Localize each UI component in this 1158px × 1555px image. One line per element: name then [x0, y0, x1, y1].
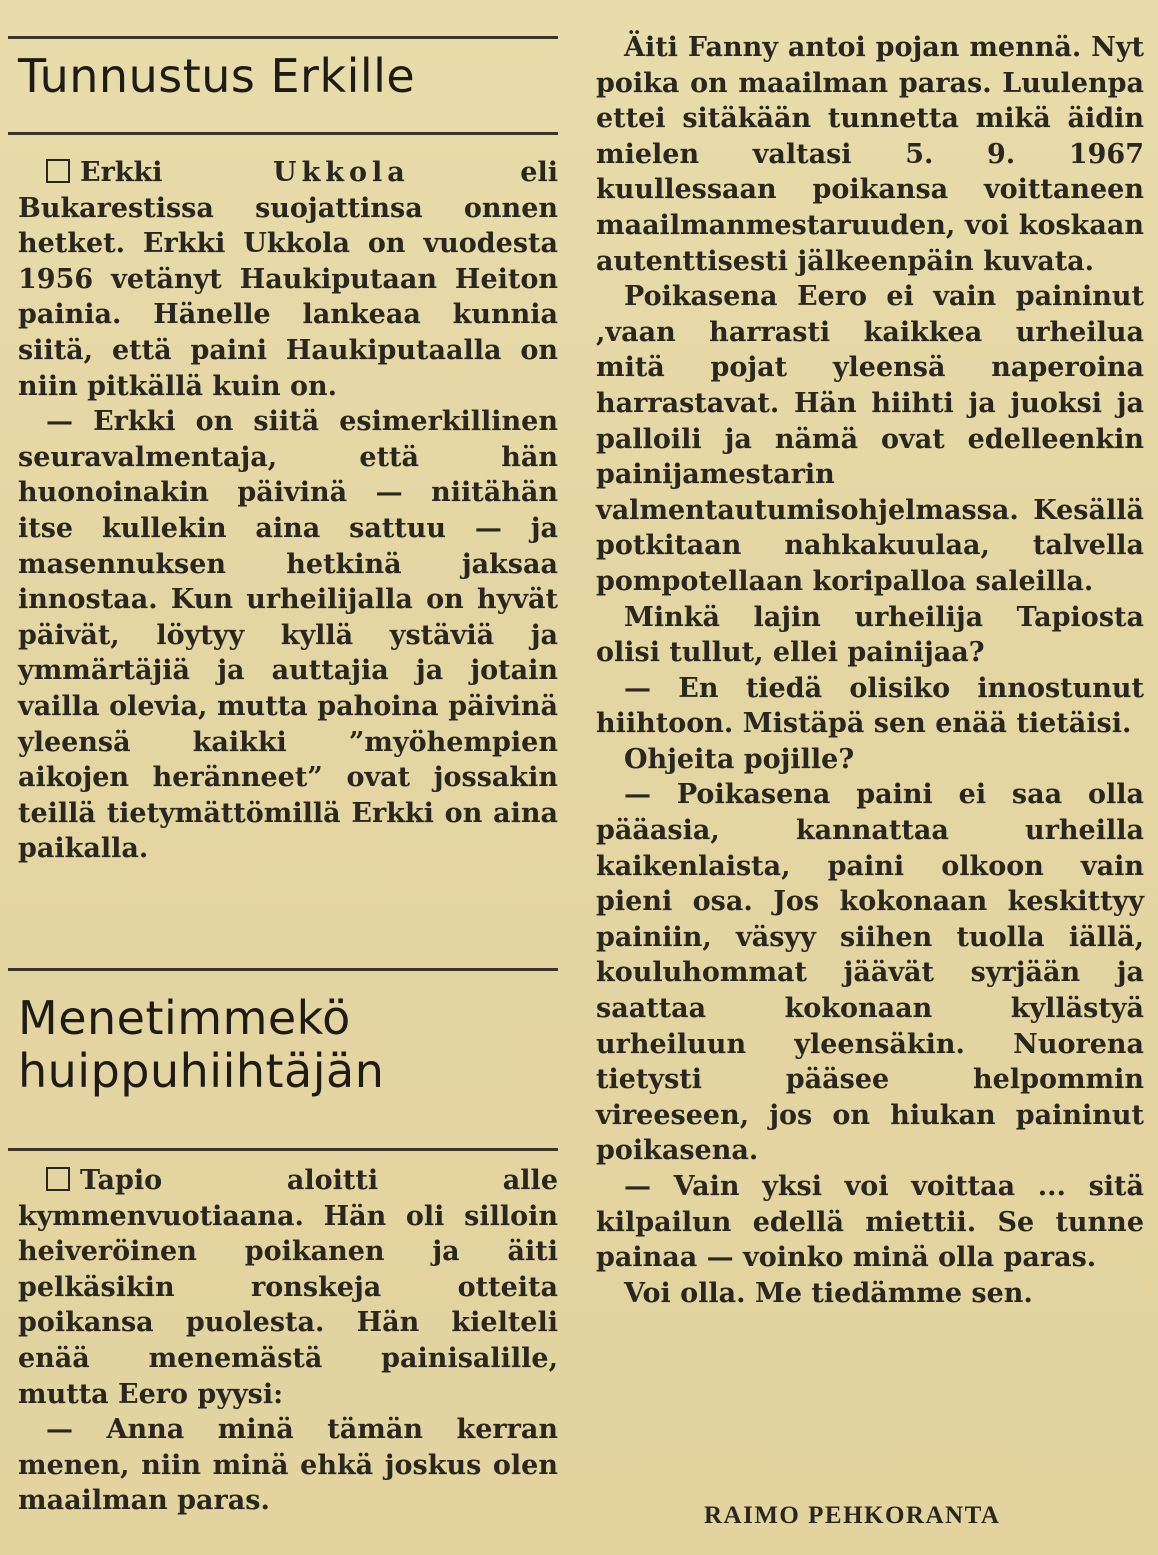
right-paragraph-7: — Vain yksi voi voittaa ... sitä kilpailun edellä miettii. Se tunne painaa — voinko minä olla paras. — [596, 1171, 1144, 1274]
right-paragraph-4: — En tiedä olisiko innostunut hiihtoon. Mistäpä sen enää tietäisi. — [596, 672, 1144, 740]
article2-paragraph-2: — Anna minä tämän kerran menen, niin minä ehkä joskus olen maailman paras. — [18, 1414, 558, 1517]
headline-line-1: Menetimmekö — [18, 991, 351, 1045]
headline-tunnustus: Tunnustus Erkille — [18, 49, 416, 103]
article2-right-body — [596, 30, 1144, 1311]
square-bullet-icon — [46, 1167, 70, 1191]
byline: RAIMO PEHKORANTA — [704, 1502, 1001, 1529]
headline-menetimmeko — [18, 992, 384, 1098]
article1-paragraph-1: Erkki Ukkola eli Bukarestissa suojattinsa onnen hetket. Erkki Ukkola on vuodesta 1956 vetänyt Haukiputaan Heiton painia. Hänelle lankeaa kunnia siitä, että paini Haukiputaalla on niin pitkällä kuin on. — [18, 157, 558, 402]
square-bullet-icon — [46, 159, 70, 183]
article1-body — [18, 155, 558, 867]
right-paragraph-8: Voi olla. Me tiedämme sen. — [624, 1277, 1033, 1309]
right-paragraph-6: — Poikasena paini ei saa olla pääasia, kannattaa urheilla kaikenlaista, paini olkoon vain pieni osa. Jos kokonaan keskittyy painiin, väsyy siihen tuolla iällä, kouluhommat jäävät syrjään ja saattaa kokonaan kyllästyä urheiluun yleensäkin. Nuorena tietysti pääsee helpommin vireeseen, jos on hiukan paininut poikasena. — [596, 779, 1144, 1167]
left-column — [8, 0, 560, 1555]
article2-left-body — [18, 1163, 558, 1519]
article1-paragraph-2: — Erkki on siitä esimerkillinen seuravalmentaja, että hän huonoinakin päivinä — niitähän itse kullekin aina sattuu — ja masennuksen hetkinä jaksaa innostaa. Kun urheilijalla on hyvät päivät, löytyy kyllä ystäviä ja ymmärtäjiä ja auttajia ja jotain vailla olevia, mutta pahoina päivinä yleensä kaikki ”myöhempien aikojen heränneet” ovat jossakin teillä tietymättömillä Erkki on aina paikalla. — [18, 406, 558, 865]
right-paragraph-5: Ohjeita pojille? — [624, 743, 855, 775]
right-paragraph-3: Minkä lajin urheilija Tapiosta olisi tullut, ellei painijaa? — [596, 601, 1144, 669]
right-paragraph-2: Poikasena Eero ei vain paininut ,vaan harrasti kaikkea urheilua mitä pojat yleensä naperoina harrastavat. Hän hiihti ja juoksi ja palloili ja nämä ovat edelleenkin painijamestarin valmentautumisohjelmassa. Kesällä potkitaan nahkakuulaa, talvella pompotellaan koripalloa saleilla. — [596, 281, 1144, 597]
article2-paragraph-1: Tapio aloitti alle kymmenvuotiaana. Hän oli silloin heiveröinen poikanen ja äiti pelkäsikin ronskeja otteita poikansa puolesta. Hän kielteli enää menemästä painisalille, mutta Eero pyysi: — [18, 1165, 558, 1410]
headline-line-2: huippuhiihtäjän — [18, 1043, 385, 1098]
right-paragraph-1: Äiti Fanny antoi pojan mennä. Nyt poika on maailman paras. Luulenpa ettei sitäkään tunnetta mikä äidin mielen valtasi 5. 9. 1967 kuullessaan poikansa voittaneen maailmanmestaruuden, voi koskaan autenttisesti jälkeenpäin kuvata. — [596, 32, 1144, 277]
